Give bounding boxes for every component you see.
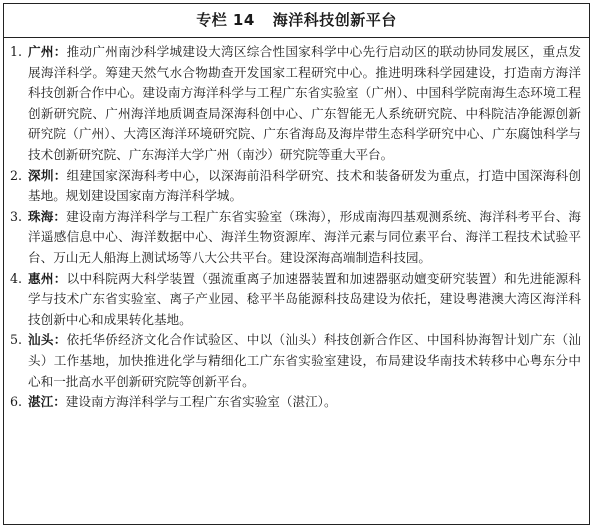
item-city: 湛江： — [28, 394, 66, 410]
item-text: 建设南方海洋科学与工程广东省实验室（湛江）。 — [65, 394, 337, 410]
list-item — [10, 392, 581, 413]
list-item — [10, 207, 581, 269]
feature-box — [3, 3, 590, 525]
item-number: 5. — [10, 332, 23, 348]
list-item — [10, 166, 581, 207]
item-number: 1. — [10, 44, 23, 59]
item-city: 惠州： — [28, 270, 67, 286]
item-city: 汕头： — [28, 332, 67, 348]
item-text: 以中科院两大科学装置（强流重离子加速器装置和加速器驱动嬗变研究装置）和先进能源科学与技术广东省实验室、离子产业园、稔平半岛能源科技岛建设为依托，建设粤港澳大湾区海洋科技创新中心和成果转化基地。 — [28, 270, 582, 327]
item-number: 3. — [10, 208, 23, 224]
item-text: 推动广州南沙科学城建设大湾区综合性国家科学中心先行启动区的联动协同发展区，重点发展海洋科学。筹建天然气水合物勘查开发国家工程研究中心。推进明珠科学园建设，打造南方海洋科技创新合作中心。建设南方海洋科学与工程广东省实验室（广州）、中国科学院南海生态环境工程创新研究院、广州海洋地质调查局深海科创中心、广东智能无人系统研究院、中科院洁净能源创新研究院（广州）、大湾区海洋环境研究院、广东省海岛及海岸带生态科学研究中心、广东腐蚀科学与技术创新研究院、广东海洋大学广州（南沙）研究院等重大平台。 — [28, 44, 582, 162]
list-item — [10, 330, 581, 392]
item-city: 广州： — [28, 44, 67, 59]
item-number: 4. — [10, 270, 23, 286]
item-text: 组建国家深海科考中心，以深海前沿科学研究、技术和装备研发为重点，打造中国深海科创基地。规划建设国家南方海洋科学城。 — [28, 167, 582, 204]
item-number: 6. — [10, 394, 23, 410]
list-item — [10, 269, 581, 331]
item-text: 依托华侨经济文化合作试验区、中以（汕头）科技创新合作区、中国科协海智计划广东（汕头）工作基地，加快推进化学与精细化工广东省实验室建设，布局建设华南技术转移中心粤东分中心和一批高水平创新研究院等创新平台。 — [28, 332, 582, 389]
list-item — [10, 42, 581, 166]
box-title-label: 专栏 14 — [196, 11, 255, 29]
item-city: 珠海： — [28, 208, 67, 224]
box-content — [4, 38, 589, 413]
item-city: 深圳： — [28, 167, 67, 183]
item-text: 建设南方海洋科学与工程广东省实验室（珠海），形成南海四基观测系统、海洋科考平台、海洋遥感信息中心、海洋数据中心、海洋生物资源库、海洋元素与同位素平台、海洋工程技术试验平台、万山无人船海上测试场等八大公共平台。建设深海高端制造科技园。 — [28, 208, 582, 265]
box-title-text: 海洋科技创新平台 — [272, 11, 397, 29]
item-number: 2. — [10, 167, 23, 183]
box-title — [4, 4, 589, 38]
